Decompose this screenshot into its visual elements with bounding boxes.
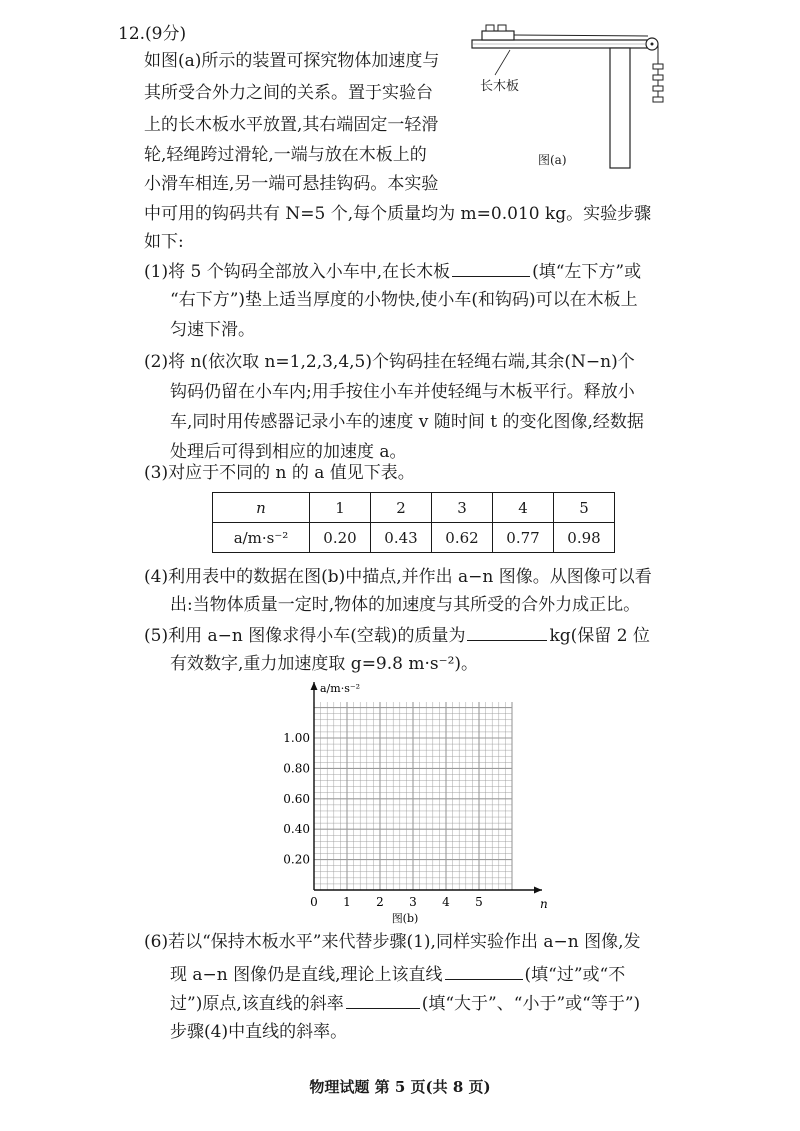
x-tick-label: 4	[442, 895, 450, 909]
table-leg	[610, 48, 630, 168]
figure-b-chart	[270, 672, 548, 925]
hook-weight	[653, 75, 663, 80]
x-axis-arrow	[534, 887, 542, 894]
step-6-line-3: 过”)原点,该直线的斜率 (填“大于”、“小于”或“等于”)	[170, 990, 640, 1016]
weight-on-cart	[486, 25, 494, 31]
hook-weight	[653, 64, 663, 69]
table-cell: 4	[493, 493, 554, 523]
step-3: (3)对应于不同的 n 的 a 值见下表。	[144, 463, 415, 483]
step-2-line-3: 车,同时用传感器记录小车的速度 v 随时间 t 的变化图像,经数据	[170, 412, 644, 432]
step-4-line-1: (4)利用表中的数据在图(b)中描点,并作出 a−n 图像。从图像可以看	[144, 567, 652, 587]
weight-on-cart	[498, 25, 506, 31]
step-6-line-4: 步骤(4)中直线的斜率。	[170, 1022, 348, 1042]
y-tick-label: 0.40	[283, 822, 310, 837]
y-tick-label: 0.60	[283, 791, 310, 806]
table-cell: 1	[310, 493, 371, 523]
intro-line-3: 上的长木板水平放置,其右端固定一轻滑	[144, 115, 439, 135]
table-cell: 0.77	[493, 523, 554, 553]
hook-weight	[653, 97, 663, 102]
intro-line-6: 中可用的钩码共有 N=5 个,每个质量均为 m=0.010 kg。实验步骤	[144, 204, 652, 224]
table-row-n	[213, 493, 615, 523]
y-axis-label: a/m·s⁻²	[320, 682, 361, 695]
x-tick-label: 0	[310, 895, 318, 909]
question-number: 12.	[118, 24, 146, 44]
table-cell: 2	[371, 493, 432, 523]
step-4-line-2: 出:当物体质量一定时,物体的加速度与其所受的合外力成正比。	[170, 595, 641, 615]
y-tick-label: 1.00	[283, 731, 310, 745]
table-header-n: n	[213, 493, 310, 523]
step-6-line-2: 现 a−n 图像仍是直线,理论上该直线 (填“过”或“不	[170, 961, 625, 987]
step-6-line-1: (6)若以“保持木板水平”来代替步骤(1),同样实验作出 a−n 图像,发	[144, 932, 641, 952]
y-tick-label: 0.80	[283, 761, 310, 776]
light-rope	[514, 35, 648, 36]
x-tick-label: 5	[475, 895, 483, 909]
intro-line-4: 轮,轻绳跨过滑轮,一端与放在木板上的	[144, 145, 427, 165]
table-cell: 0.20	[310, 523, 371, 553]
table-header-a: a/m·s⁻²	[213, 523, 310, 553]
step-2-line-1: (2)将 n(依次取 n=1,2,3,4,5)个钩码挂在轻绳右端,其余(N−n)个	[144, 352, 635, 372]
intro-line-5: 小滑车相连,另一端可悬挂钩码。本实验	[144, 174, 439, 194]
chart-title: 图(b)	[391, 912, 419, 925]
table-cell: 0.98	[554, 523, 615, 553]
board-label: 长木板	[480, 79, 520, 94]
step-2-line-4: 处理后可得到相应的加速度 a。	[170, 442, 407, 462]
answer-blank-1[interactable]	[452, 258, 530, 277]
intro-line-1: 如图(a)所示的装置可探究物体加速度与	[144, 51, 440, 71]
figure-a-apparatus	[470, 20, 680, 170]
x-tick-label: 3	[409, 895, 417, 909]
step-2-line-2: 钩码仍留在小车内;用手按住小车并使轻绳与木板平行。释放小	[170, 382, 635, 402]
question-header	[118, 22, 186, 46]
intro-line-2: 其所受合外力之间的关系。置于实验台	[144, 83, 433, 103]
question-score: (9分)	[145, 24, 187, 44]
hook-weight	[653, 86, 663, 91]
x-tick-label: 2	[376, 895, 384, 909]
y-tick-label: 0.20	[283, 852, 310, 867]
cart	[482, 31, 514, 40]
x-axis-label: n	[540, 897, 548, 911]
data-table	[212, 492, 615, 553]
step-1-line-1: (1)将 5 个钩码全部放入小车中,在长木板 (填“左下方”或	[144, 258, 641, 284]
intro-line-7: 如下:	[144, 232, 184, 252]
x-tick-label: 1	[343, 895, 351, 909]
page-footer: 物理试题 第 5 页(共 8 页)	[309, 1078, 491, 1096]
step-5-line-2: 有效数字,重力加速度取 g=9.8 m·s⁻²)。	[170, 654, 479, 674]
step-1-line-2: “右下方”)垫上适当厚度的小物快,使小车(和钩码)可以在木板上	[170, 290, 638, 310]
table-cell: 0.43	[371, 523, 432, 553]
answer-blank-2[interactable]	[467, 622, 547, 641]
figure-a-label: 图(a)	[538, 153, 567, 167]
table-cell: 0.62	[432, 523, 493, 553]
answer-blank-4[interactable]	[346, 990, 420, 1009]
y-axis-arrow	[311, 682, 318, 690]
step-1-line-3: 匀速下滑。	[170, 320, 255, 340]
table-row-a	[213, 523, 615, 553]
step-5-line-1: (5)利用 a−n 图像求得小车(空载)的质量为 kg(保留 2 位	[144, 622, 650, 648]
answer-blank-3[interactable]	[445, 961, 523, 980]
table-cell: 3	[432, 493, 493, 523]
table-cell: 5	[554, 493, 615, 523]
